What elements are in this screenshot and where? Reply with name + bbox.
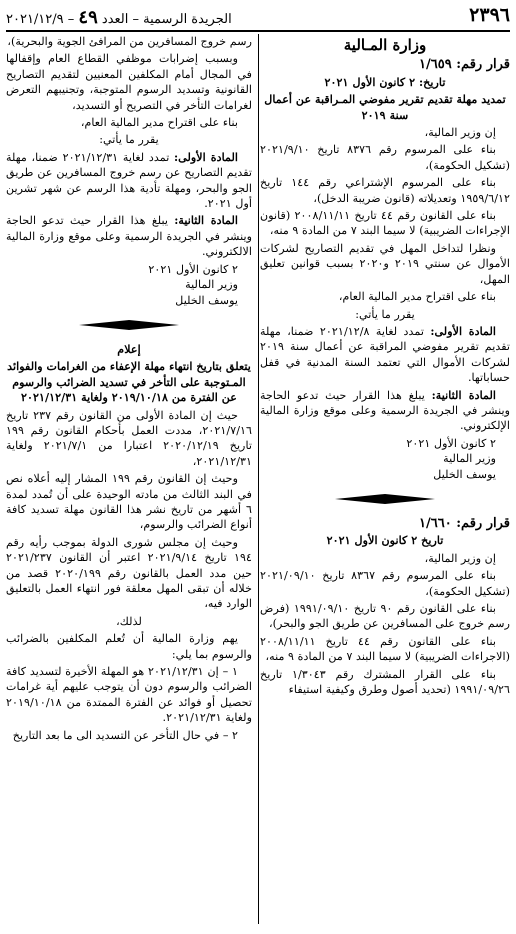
- decision-line: إن وزير المالية،: [424, 126, 496, 140]
- decision-line: بناء على القرار المشترك رقم ١/٣٠٤٣ تاريخ ١٩٩١/٠٩/٢٦ (تحديد أصول وطرق وكيفية استيفاء: [260, 667, 510, 697]
- signature-name: يوسف الخليل: [433, 467, 496, 481]
- article-label: المادة الأولى:: [430, 323, 497, 338]
- signature-date: ٢ كانون الأول ٢٠٢١: [148, 262, 238, 276]
- notice-line: ٢ – في حال التأخر عن التسديد الى ما بعد التاريخ: [12, 728, 238, 742]
- decision-line: بناء على القانون رقم ٤٤ تاريخ ٢٠٠٨/١١/١١ (الاجراءات الضريبية) لا سيما البند ٧ من المادة ٩ منه،: [260, 634, 510, 664]
- notice-line: يهم وزارة المالية أن تُعلم المكلفين بالضرائب والرسوم بما يلي:: [6, 632, 252, 661]
- article-1: [6, 150, 252, 212]
- decides-line: يقرر ما يأتي:: [355, 307, 415, 321]
- article-2: [260, 388, 510, 434]
- article-text: يبلغ هذا القرار حيث تدعو الحاجة وينشر في الجريدة الرسمية وعلى موقع وزارة المالية الإلكتروني.: [260, 388, 510, 433]
- issue-date: – ٢٠٢١/١٢/٩: [6, 12, 75, 27]
- section-divider: [260, 492, 510, 506]
- notice-line: حيث إن المادة الأولى من القانون رقم ٢٣٧ تاريخ ٢٠٢١/٧/١٦، مددت العمل بأحكام القانون رقم ١٩٩ تاريخ ٢٠٢٠/١٢/١٩ اعتبارا من ٢٠٢١/٧/١ ولغاية ٢٠٢١/١٢/٣١،: [6, 408, 252, 468]
- signature-date: ٢ كانون الأول ٢٠٢١: [406, 436, 496, 450]
- notice-line: لذلك،: [116, 614, 142, 628]
- decision-line: رسم خروج المسافرين من المرافئ الجوية والبحرية)،: [7, 35, 252, 48]
- left-column: [6, 34, 252, 930]
- article-text: تمدد لغاية ٢٠٢١/١٢/٨ ضمنا، مهلة تقديم تقرير مفوضي المراقبة عن أعمال سنة ٢٠١٩ لشركات الأموال التي تعتمد السنة المدنية في قفل حساباتها.: [260, 324, 510, 385]
- article-label: المادة الثانية:: [174, 213, 238, 228]
- signature-title: وزير المالية: [443, 452, 496, 466]
- decision-line: بناء على المرسوم رقم ٨٣٧٦ تاريخ ٢٠٢١/٩/١٠ (تشكيل الحكومة)،: [260, 143, 510, 172]
- issue-number: ٤٩: [78, 7, 98, 28]
- right-column: [260, 34, 510, 930]
- signature-name: يوسف الخليل: [175, 293, 238, 307]
- decision-date: تاريخ ٢ كانون الأول ٢٠٢١: [326, 533, 444, 548]
- article-text: تمدد لغاية ٢٠٢١/١٢/٣١ ضمنا، مهلة تقديم التصاريح عن رسم خروج المسافرين عن طريق الجو والبحر، ومهلة تأدية هذا الرسم عن شهر تشرين أول ٢٠٢١.: [6, 150, 252, 211]
- gazette-name: الجريدة الرسمية – العدد: [101, 12, 232, 27]
- notice-line: ١ – إن ٢٠٢١/١٢/٣١ هو المهلة الأخيرة لتسديد كافة الضرائب والرسوم دون أن يتوجب عليهم أية غرامات تحصيل أو فوائد عن الفترة الممتدة من ٢٠١٩/١٠/١٨ ولغاية ٢٠٢١/١٢/٣١.: [6, 665, 252, 725]
- decision-line: بناء على اقتراح مدير المالية العام،: [338, 290, 496, 304]
- article-2: [6, 213, 252, 259]
- decision-line: وبسبب إضرابات موظفي القطاع العام وإقفالها في المجال أمام المكلفين المعنيين لتقديم التصاريح القانونية وتسديد الرسوم المتوجبة، وتجنيبهم التعرض لغرامات التأخر في التصريح أو التسديد،: [6, 52, 252, 112]
- article-text: يبلغ هذا القرار حيث تدعو الحاجة وينشر في الجريدة الرسمية وعلى موقع وزارة المالية الالكتروني.: [6, 214, 252, 259]
- section-divider: [6, 318, 252, 332]
- decision-line: بناء على المرسوم رقم ٨٣٦٧ تاريخ ٢٠٢١/٠٩/١٠ (تشكيل الحكومة)،: [260, 569, 510, 598]
- decision-title: تمديد مهلة تقديم تقرير مفوضي المـراقبة عن أعمال سنة ٢٠١٩: [264, 92, 506, 122]
- decision-line: بناء على اقتراح مدير المالية العام،: [80, 116, 238, 130]
- ministry-title: وزارة المـالية: [343, 36, 427, 54]
- article-1: [260, 324, 510, 386]
- notice-line: وحيث إن مجلس شورى الدولة بموجب رأيه رقم ١٩٤ تاريخ ٢٠٢١/٩/١٤ اعتبر أن القانون ٢٠٢١/٢٣٧ حين مدد العمل بالقانون رقم ٢٠٢٠/١٩٩ قصد من خلاله أن تبقى المهل معلقة فور انتهاء العمل بالتعليق الوارد فيه،: [6, 535, 252, 611]
- signature-title: وزير المالية: [185, 278, 238, 292]
- notice-heading: إعلام: [117, 341, 141, 356]
- decision-line: بناء على القانون رقم ٤٤ تاريخ ٢٠٠٨/١١/١١ (قانون الإجراءات الضريبية) لا سيما البند ٧ من المادة ٩ منه،: [260, 209, 510, 238]
- decision-number: قرار رقم: ١/٦٦٠: [419, 515, 510, 531]
- gazette-info: [6, 7, 232, 28]
- decision-line: إن وزير المالية،: [424, 551, 496, 565]
- notice-title: يتعلق بتاريخ انتهاء مهلة الإعفاء من الغرامات والفوائد المـتوجبة على التأخر في تسديد الضرائب والرسوم عن الفترة من ٢٠١٩/١٠/١٨ ولغاية ٢٠٢١/١٢/٣١: [7, 359, 251, 405]
- column-separator: [258, 34, 259, 924]
- article-label: المادة الأولى:: [174, 149, 239, 164]
- page-header: [6, 4, 510, 32]
- decision-line: بناء على المرسوم الإشتراعي رقم ١٤٤ تاريخ ١٩٥٩/٦/١٢ وتعديلاته (قانون ضريبة الدخل)،: [260, 176, 510, 205]
- decision-line: ونظرا لتداخل المهل في تقديم التصاريح لشركات الأموال عن سنتي ٢٠١٩ و٢٠٢٠ بسبب قوانين تعليق المهل،: [260, 241, 510, 286]
- article-label: المادة الثانية:: [431, 387, 496, 402]
- decides-line: يقرر ما يأتي:: [99, 133, 159, 147]
- decision-number: قرار رقم: ١/٦٥٩: [419, 57, 510, 73]
- page-number: ٢٣٩٦: [469, 4, 510, 26]
- decision-line: بناء على القانون رقم ٩٠ تاريخ ١٩٩١/٠٩/١٠ (فرض رسم خروج على المسافرين عن طريق الجو والبحر)،: [260, 602, 510, 631]
- decision-date: تاريخ: ٢ كانون الأول ٢٠٢١: [324, 74, 446, 89]
- notice-line: وحيث إن القانون رقم ١٩٩ المشار إليه أعلاه نص في البند الثالث من مادته الوحيدة على أن تُمدد لمدة ٦ أشهر من تاريخ نشر هذا القانون مهلة تسديد كافة أنواع الضرائب والرسوم،: [6, 472, 252, 532]
